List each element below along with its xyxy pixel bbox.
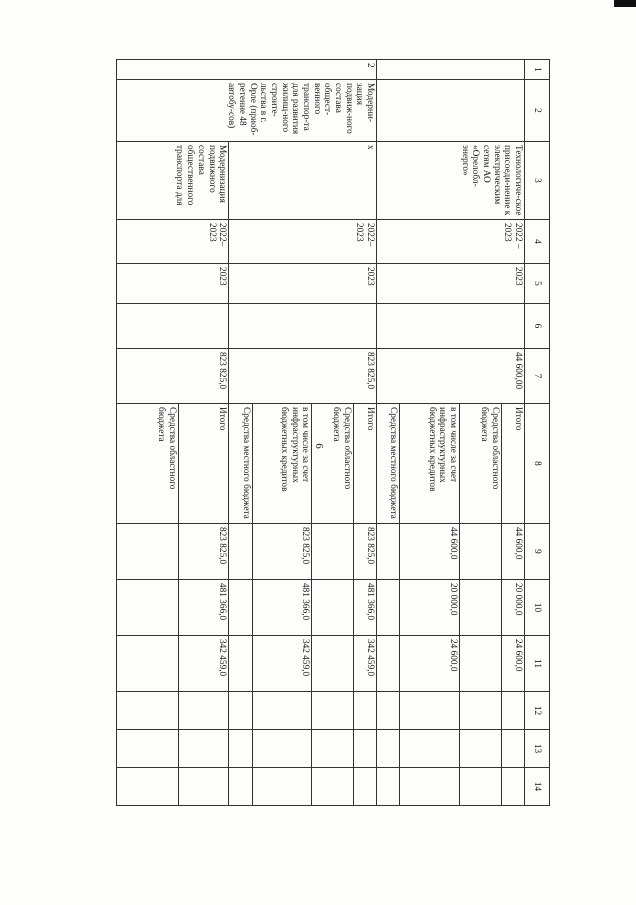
amount-cell: [377, 580, 400, 636]
empty-cell: [353, 730, 376, 768]
amount-cell: 342 459,0: [178, 636, 229, 692]
header-cell: 12: [525, 692, 550, 730]
amount-cell: 481 366,0: [178, 580, 229, 636]
year-cell: 2023: [117, 264, 229, 304]
empty-cell: [501, 730, 524, 768]
source-cell: в том числе за счет инфраструктурных бюджетных кредитов: [252, 404, 312, 524]
cost-cell: 44 600,00: [377, 349, 525, 404]
amount-cell: 44 600,0: [400, 524, 460, 580]
amount-cell: 823 825,0: [252, 524, 312, 580]
table-row: [501, 60, 524, 806]
program-table: [116, 59, 550, 806]
object-name-cell: Модернизация подвижного состава общественного транспорта для: [117, 142, 229, 220]
header-cell: 5: [525, 264, 550, 304]
empty-cell: [312, 692, 354, 730]
header-row: [525, 60, 550, 806]
col6-cell: [117, 304, 229, 349]
empty-cell: [117, 692, 179, 730]
empty-cell: [460, 730, 502, 768]
empty-cell: [353, 768, 376, 806]
empty-cell: [252, 730, 312, 768]
rotated-table-container: [116, 59, 550, 805]
header-cell: 2: [525, 80, 550, 142]
amount-cell: 481 366,0: [252, 580, 312, 636]
amount-cell: [229, 580, 252, 636]
empty-cell: [229, 692, 252, 730]
source-cell: в том числе за счет инфраструктурных бюджетных кредитов: [400, 404, 460, 524]
period-cell: 2022– 2023: [117, 220, 229, 264]
event-name-cell: Модерни-зация подвиж-ного состава общест-венного транспор-та для развития жилищ-ного строите-льства в г. Орле (приоб-ретение 48 автобу-сов): [117, 80, 377, 142]
amount-cell: 342 459,0: [353, 636, 376, 692]
scan-corner-mark: [614, 0, 636, 7]
period-cell: 2022 – 2023: [377, 220, 525, 264]
empty-cell: [178, 768, 229, 806]
amount-cell: 24 600,0: [400, 636, 460, 692]
amount-cell: 20 000,0: [501, 580, 524, 636]
header-cell: 10: [525, 580, 550, 636]
header-cell: 4: [525, 220, 550, 264]
header-cell: 9: [525, 524, 550, 580]
header-cell: 6: [525, 304, 550, 349]
source-cell: Итого: [501, 404, 524, 524]
amount-cell: 823 825,0: [178, 524, 229, 580]
empty-cell: [312, 768, 354, 806]
col6-cell: [229, 304, 377, 349]
amount-cell: [460, 636, 502, 692]
empty-cell: [501, 692, 524, 730]
empty-cell: [117, 730, 179, 768]
empty-cell: [229, 768, 252, 806]
header-cell: 3: [525, 142, 550, 220]
header-cell: 14: [525, 768, 550, 806]
source-cell: Средства местного бюджета: [377, 404, 400, 524]
source-cell: Средства областного бюджета: [460, 404, 502, 524]
amount-cell: 20 000,0: [400, 580, 460, 636]
row-number-cell: [377, 60, 525, 80]
amount-cell: [377, 524, 400, 580]
empty-cell: [400, 730, 460, 768]
empty-cell: [501, 768, 524, 806]
year-cell: 2023: [377, 264, 525, 304]
source-cell: Средства областного бюджета: [117, 404, 179, 524]
amount-cell: 44 600,0: [501, 524, 524, 580]
amount-cell: 24 600,0: [501, 636, 524, 692]
table-row: [178, 60, 229, 806]
amount-cell: [117, 636, 179, 692]
empty-cell: [400, 692, 460, 730]
object-name-cell: х: [229, 142, 377, 220]
source-cell: Итого: [178, 404, 229, 524]
event-name-cell: [377, 80, 525, 142]
empty-cell: [252, 692, 312, 730]
amount-cell: [460, 580, 502, 636]
header-cell: 1: [525, 60, 550, 80]
amount-cell: 342 459,0: [252, 636, 312, 692]
empty-cell: [400, 768, 460, 806]
empty-cell: [178, 692, 229, 730]
source-cell: Итого: [353, 404, 376, 524]
page-number: 6: [313, 443, 325, 449]
empty-cell: [460, 768, 502, 806]
amount-cell: [312, 580, 354, 636]
table-row: [353, 60, 376, 806]
header-cell: 7: [525, 349, 550, 404]
empty-cell: [460, 692, 502, 730]
row-number-cell: 2: [117, 60, 377, 80]
source-cell: Средства областного бюджета: [312, 404, 354, 524]
empty-cell: [178, 730, 229, 768]
amount-cell: [377, 636, 400, 692]
amount-cell: [229, 636, 252, 692]
empty-cell: [117, 768, 179, 806]
header-cell: 8: [525, 404, 550, 524]
amount-cell: [117, 524, 179, 580]
amount-cell: [312, 524, 354, 580]
empty-cell: [377, 730, 400, 768]
cost-cell: 823 825,0: [229, 349, 377, 404]
empty-cell: [312, 730, 354, 768]
empty-cell: [377, 692, 400, 730]
source-cell: Средства местного бюджета: [229, 404, 252, 524]
amount-cell: 823 825,0: [353, 524, 376, 580]
object-name-cell: Технологиче-ское присоеди-нение к электрическим сетям АО «Орелобл-энерго»: [377, 142, 525, 220]
amount-cell: [117, 580, 179, 636]
cost-cell: 823 825,0: [117, 349, 229, 404]
empty-cell: [353, 692, 376, 730]
header-cell: 11: [525, 636, 550, 692]
amount-cell: [460, 524, 502, 580]
amount-cell: 481 366,0: [353, 580, 376, 636]
period-cell: 2022– 2023: [229, 220, 377, 264]
amount-cell: [312, 636, 354, 692]
empty-cell: [229, 730, 252, 768]
year-cell: 2023: [229, 264, 377, 304]
header-cell: 13: [525, 730, 550, 768]
empty-cell: [377, 768, 400, 806]
empty-cell: [252, 768, 312, 806]
amount-cell: [229, 524, 252, 580]
col6-cell: [377, 304, 525, 349]
